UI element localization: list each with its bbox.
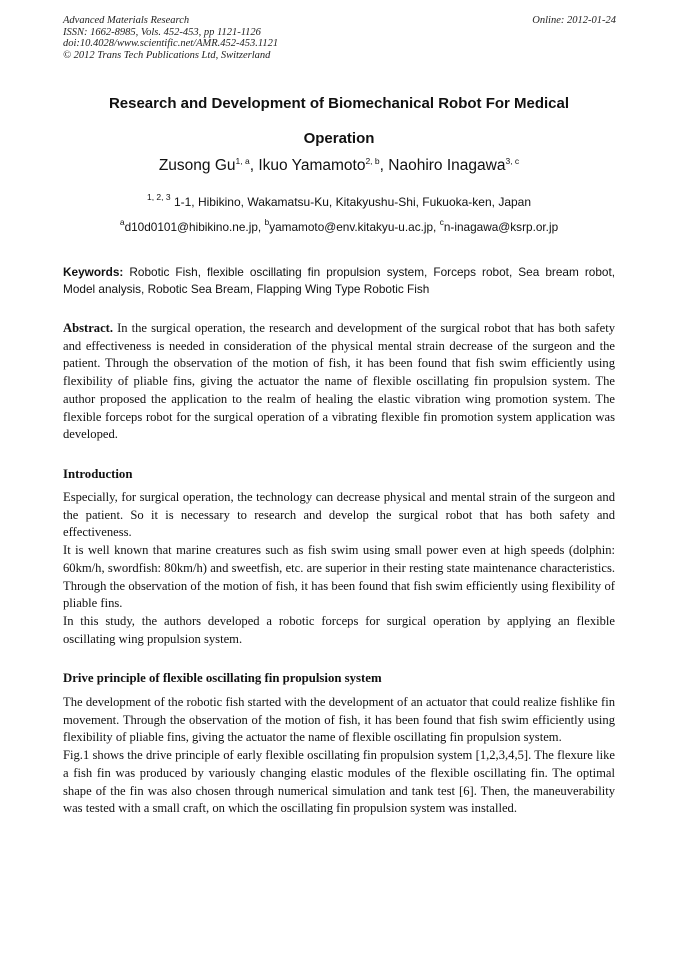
author-list: [63, 155, 615, 177]
paper-title: [63, 86, 615, 156]
email-a-mark: a: [119, 217, 125, 227]
keywords-text: Robotic Fish, flexible oscillating fin propulsion system, Forceps robot, Sea bream robot, Model analysis, Robotic Sea Bream, Flapping Wing Type Robotic Fish: [63, 265, 615, 296]
author-2-name: Ikuo Yamamoto: [258, 157, 366, 174]
author-1-affil: 1, a: [235, 156, 250, 166]
abstract-text: In the surgical operation, the research and development of the surgical robot that has both safety and effectiveness is needed in consideration of the physical mental strain decrease of the surgeon and the patient. Through the observation of the motion of fish, it has been found that fish swim efficiently using flexibility of pliable fins, giving the actuator the name of flexible oscillating fin propulsion system. The author proposed the application to the realm of healing the elastic vibration wing promotion system. The flexible forceps robot for the surgical operation of a vibrating flexible fin promotion system application was developed.: [63, 321, 615, 442]
introduction-paragraph-2: It is well known that marine creatures such as fish swim using small power even at high speeds (dolphin: 60km/h, swordfish: 80km/h) and sweetfish, etc. are superior in their resting state maintenance characteristics. Through the observation of the motion of fish, it has been found that fish swim efficiently using flexibility of pliable fins.: [63, 543, 615, 611]
online-date: Online: 2012-01-24: [532, 15, 616, 26]
email-b-link[interactable]: yamamoto@env.kitakyu-u.ac.jp,: [269, 220, 440, 234]
title-line-1: Research and Development of Biomechanical Robot For Medical: [108, 95, 570, 112]
introduction-body: [63, 489, 615, 648]
author-separator: ,: [379, 157, 389, 174]
email-c-mark: c: [439, 217, 444, 227]
copyright-line: © 2012 Trans Tech Publications Ltd, Switzerland: [63, 49, 271, 61]
keywords-label: Keywords:: [63, 265, 124, 279]
drive-principle-heading: Drive principle of flexible oscillating fin propulsion system: [63, 671, 382, 685]
drive-paragraph-1: The development of the robotic fish started with the development of an actuator that could realize fishlike fin movement. Through the observation of the motion of fish, it has been found that fish swim efficiently using flexibility of pliable fins, giving the actuator the name of flexible oscillating fin propulsion system.: [63, 695, 615, 745]
affiliation: [63, 193, 615, 211]
issn-line: ISSN: 1662-8985, Vols. 452-453, pp 1121-1126: [63, 26, 261, 38]
author-1-name: Zusong Gu: [158, 157, 236, 174]
abstract-section: [63, 320, 615, 444]
email-a-link[interactable]: d10d0101@hibikino.ne.jp,: [124, 220, 265, 234]
doi-line: doi:10.4028/www.scientific.net/AMR.452-453.1121: [63, 38, 279, 49]
journal-name: Advanced Materials Research: [63, 15, 190, 26]
author-2-affil: 2, b: [365, 156, 380, 166]
drive-paragraph-2: Fig.1 shows the drive principle of early flexible oscillating fin propulsion system [1,2,3,4,5]. The flexure like a fish fin was produced by variously changing elastic modules of the flexible oscillating fin. The optimal shape of the fin was also chosen through numerical simulation and tank test [6]. Then, the maneuverability was tested with a small craft, on which the oscillating fin propulsion system was installed.: [63, 748, 615, 816]
affiliation-marks: 1, 2, 3: [146, 192, 171, 202]
abstract-label: Abstract.: [63, 321, 114, 335]
introduction-paragraph-1: Especially, for surgical operation, the technology can decrease physical and mental strain of the surgeon and the patient. So it is necessary to research and develop the surgical robot that has both safety and effectiveness.: [63, 490, 615, 540]
keywords-section: [63, 264, 615, 298]
author-separator: ,: [249, 157, 259, 174]
drive-principle-body: [63, 694, 615, 818]
email-b-mark: b: [264, 217, 270, 227]
title-line-2: Operation: [303, 130, 375, 147]
publication-header: [63, 15, 616, 61]
introduction-paragraph-3: In this study, the authors developed a robotic forceps for surgical operation by applying an flexible oscillating wing propulsion system.: [63, 613, 615, 646]
email-c-link[interactable]: n-inagawa@ksrp.or.jp: [443, 220, 559, 234]
affiliation-address: 1-1, Hibikino, Wakamatsu-Ku, Kitakyushu-Shi, Fukuoka-ken, Japan: [170, 195, 532, 209]
author-emails: [63, 218, 615, 236]
introduction-heading: Introduction: [63, 467, 133, 481]
author-3-name: Naohiro Inagawa: [388, 157, 506, 174]
author-3-affil: 3, c: [505, 156, 520, 166]
